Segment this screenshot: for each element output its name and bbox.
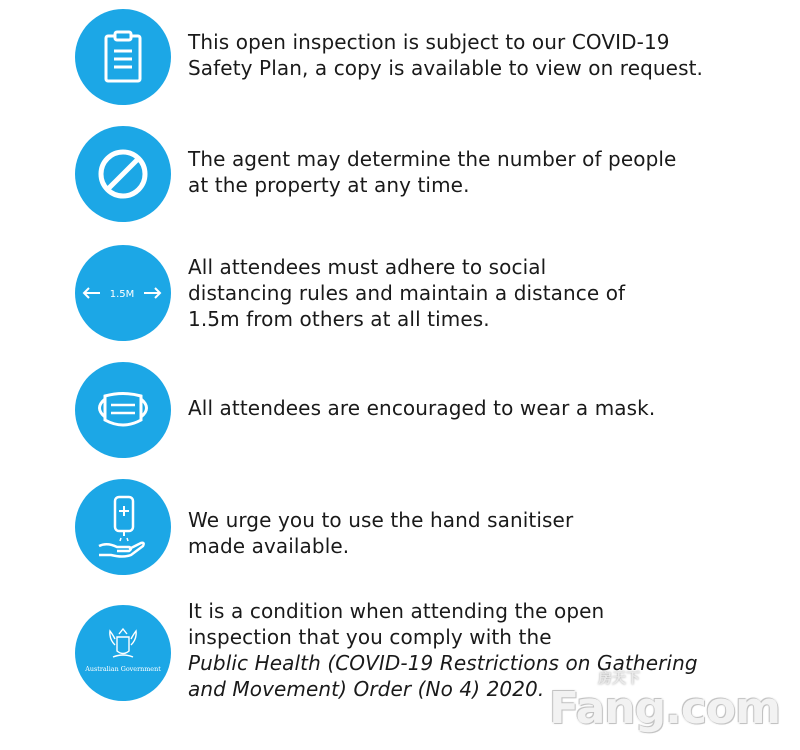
distance-label: 1.5M: [109, 289, 135, 300]
australian-government-crest-icon: [75, 605, 171, 701]
notice-text-line: All attendees must adhere to social: [188, 255, 547, 279]
notice-text-line: 1.5m from others at all times.: [188, 307, 490, 331]
government-label: Australian Government: [85, 665, 161, 673]
no-entry-icon: [75, 126, 171, 222]
watermark-small: 房天下: [598, 671, 640, 687]
notice-text-line-italic: Public Health (COVID-19 Restrictions on Gathering: [188, 651, 698, 675]
notice-text-line: Safety Plan, a copy is available to view on request.: [188, 56, 703, 80]
notice-text-line: The agent may determine the number of people: [188, 147, 677, 171]
notice-text-line: at the property at any time.: [188, 173, 470, 197]
notice-text-line: This open inspection is subject to our COVID-19: [188, 30, 670, 54]
notice-text-line: inspection that you comply with the: [188, 625, 552, 649]
mask-icon: [75, 362, 171, 458]
notice-text-line: All attendees are encouraged to wear a mask.: [188, 396, 656, 420]
distance-icon: [75, 245, 171, 341]
notice-text-line: We urge you to use the hand sanitiser: [188, 508, 574, 532]
notice-text-line: It is a condition when attending the open: [188, 599, 605, 623]
watermark-logo: Fang.com: [549, 683, 780, 734]
notice-text-line: distancing rules and maintain a distance of: [188, 281, 626, 305]
hand-sanitiser-icon: [75, 479, 171, 575]
notice-text-line: made available.: [188, 534, 350, 558]
notice-text-line-italic: and Movement) Order (No 4) 2020.: [188, 677, 545, 701]
clipboard-icon: [75, 9, 171, 105]
